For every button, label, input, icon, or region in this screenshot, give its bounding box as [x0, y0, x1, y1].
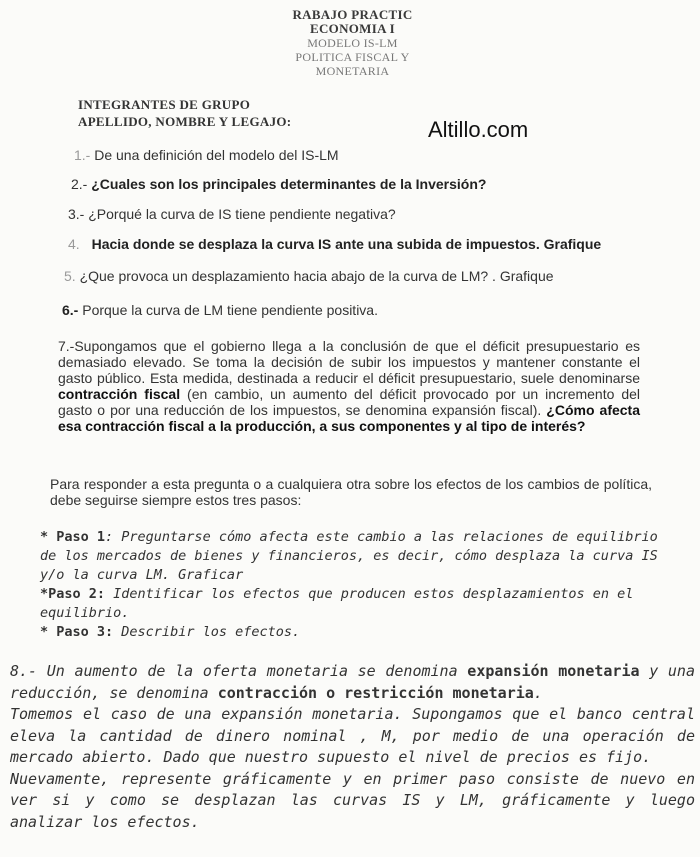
question-8-period: . [533, 683, 543, 702]
question-7-middle: (en cambio, un aumento del déficit provocado por un incremento del gasto o por una reducción de los impuestos, se denomina expansión fiscal). [58, 386, 641, 418]
question-2-number: 2.- [71, 176, 88, 192]
question-1-text: De una definición del modelo del IS-LM [94, 147, 339, 163]
question-8-part-a: 8.- Un aumento de la oferta monetaria se denomina [10, 662, 458, 680]
question-2 [71, 176, 486, 192]
header-line-1: RABAJO PRACTIC [292, 7, 413, 22]
question-8-first [10, 661, 695, 704]
step-3-text: Describir los efectos. [121, 624, 301, 640]
question-4-number: 4. [68, 236, 80, 252]
header-line-2: ECONOMIA I [310, 21, 395, 36]
header-line-3: MODELO IS-LM [307, 36, 398, 50]
step-1-text: : Preguntarse cómo afecta este cambio a las relaciones de equilibrio de los mercados de bienes y financieros, es decir, cómo desplaza la curva IS y/o la curva LM. Graficar [40, 529, 658, 583]
question-4 [68, 236, 601, 252]
question-1 [74, 147, 339, 163]
question-5-number: 5. [64, 268, 76, 284]
steps-intro: Para responder a esta pregunta o a cualquiera otra sobre los efectos de los cambios de política, debe seguirse siempre estos tres pasos: [50, 476, 652, 508]
document-header [265, 8, 440, 78]
header-line-5: MONETARIA [315, 64, 390, 78]
question-3-text: ¿Porqué la curva de IS tiene pendiente negativa? [88, 206, 396, 222]
question-7-intro: 7.-Supongamos que el gobierno llega a la conclusión de que el déficit presupuestario es demasiado elevado. Se toma la decisión de subir los impuestos y mantener constante el gasto público. Esta medida, destinada a reducir el déficit presupuestario, suele denominarse [58, 338, 640, 386]
members-section [78, 96, 291, 130]
question-8-third: Nuevamente, represente gráficamente y en primer paso consiste de nuevo en ver si y como se desplazan las curvas IS y LM, gráficamente y luego analizar los efectos. [10, 769, 695, 831]
brand-watermark: Altillo.com [428, 117, 529, 142]
step-3-label: * Paso 3: [40, 624, 114, 640]
question-6-text: Porque la curva de LM tiene pendiente positiva. [82, 302, 378, 318]
step-2 [40, 585, 662, 623]
step-2-label: *Paso 2: [40, 586, 106, 602]
question-6-number: 6.- [62, 302, 79, 318]
question-3-number: 3.- [68, 206, 85, 222]
step-1-label: * Paso 1 [40, 529, 106, 545]
step-2-text: Identificar los efectos que producen estos desplazamientos en el equilibrio. [40, 586, 634, 621]
question-8-expansion-term: expansión monetaria [467, 662, 640, 680]
step-1 [40, 528, 662, 585]
step-3 [40, 623, 662, 642]
question-3 [68, 206, 396, 222]
question-8-contraction-term: contracción o restricción monetaria [217, 683, 534, 702]
question-8 [10, 661, 695, 833]
header-line-4: POLITICA FISCAL Y [295, 50, 410, 64]
question-2-text: ¿Cuales son los principales determinantes de la Inversión? [91, 176, 487, 192]
question-1-number: 1.- [74, 147, 91, 163]
question-8-second: Tomemos el caso de una expansión monetaria. Supongamos que el banco central eleva la cantidad de dinero nominal , M, por medio de una operación de mercado abierto. Dado que nuestro supuesto el nivel de precios es fijo. [10, 705, 695, 766]
question-5 [64, 268, 554, 284]
question-8-part-c: y una reducción, se denomina [10, 662, 695, 702]
members-title: INTEGRANTES DE GRUPO [78, 97, 251, 112]
question-7-term: contracción fiscal [58, 386, 181, 402]
steps-list [40, 528, 662, 642]
question-6 [62, 302, 378, 318]
members-fields-label: APELLIDO, NOMBRE Y LEGAJO: [78, 114, 292, 129]
question-4-text: Hacia donde se desplaza la curva IS ante una subida de impuestos. Grafique [91, 236, 602, 252]
question-7-question: ¿Cómo afecta esa contracción fiscal a la producción, a sus componentes y al tipo de interés? [58, 402, 640, 434]
question-7 [58, 338, 640, 434]
question-5-text: ¿Que provoca un desplazamiento hacia abajo de la curva de LM? . Grafique [79, 268, 554, 284]
